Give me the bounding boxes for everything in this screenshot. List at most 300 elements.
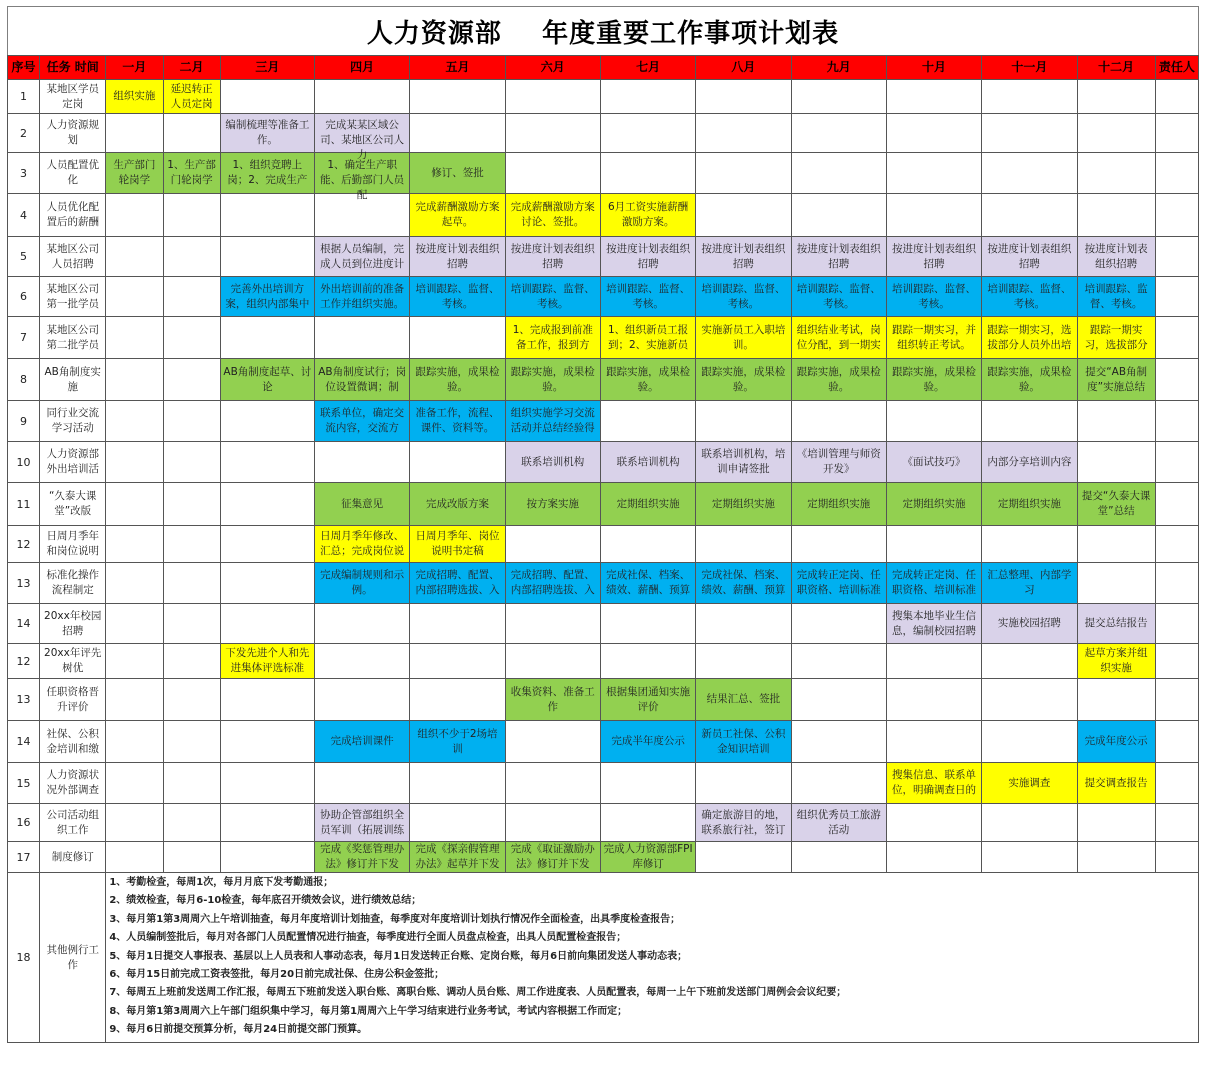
empty-cell[interactable] — [982, 721, 1077, 763]
empty-cell[interactable] — [600, 114, 695, 153]
schedule-cell[interactable] — [410, 237, 505, 277]
row-number[interactable]: 2 — [8, 114, 40, 153]
schedule-cell[interactable] — [886, 317, 981, 359]
schedule-cell[interactable] — [982, 763, 1077, 804]
empty-cell[interactable] — [886, 526, 981, 563]
empty-cell[interactable] — [600, 604, 695, 644]
empty-cell[interactable] — [982, 114, 1077, 153]
empty-cell[interactable] — [791, 604, 886, 644]
schedule-cell[interactable] — [600, 721, 695, 763]
empty-cell[interactable] — [791, 194, 886, 237]
empty-cell[interactable] — [220, 842, 314, 873]
empty-cell[interactable] — [163, 842, 220, 873]
empty-cell[interactable] — [163, 644, 220, 679]
row-number[interactable]: 13 — [8, 679, 40, 721]
schedule-cell[interactable] — [982, 483, 1077, 526]
schedule-cell[interactable] — [1077, 237, 1155, 277]
task-name-cell[interactable] — [40, 763, 106, 804]
empty-cell[interactable] — [982, 526, 1077, 563]
empty-cell[interactable] — [696, 401, 791, 442]
schedule-cell[interactable] — [106, 80, 163, 114]
empty-cell[interactable] — [696, 80, 791, 114]
row-number[interactable]: 5 — [8, 237, 40, 277]
schedule-cell[interactable] — [1077, 359, 1155, 401]
schedule-cell[interactable] — [600, 237, 695, 277]
empty-cell[interactable] — [982, 679, 1077, 721]
schedule-cell[interactable] — [315, 483, 410, 526]
empty-cell[interactable] — [1077, 563, 1155, 604]
schedule-cell[interactable] — [505, 194, 600, 237]
schedule-cell[interactable] — [315, 114, 410, 161]
schedule-cell[interactable] — [315, 237, 410, 277]
schedule-cell[interactable] — [410, 842, 505, 873]
empty-cell[interactable] — [106, 526, 163, 563]
empty-cell[interactable] — [106, 114, 163, 153]
schedule-cell[interactable] — [886, 563, 981, 604]
schedule-cell[interactable] — [600, 359, 695, 401]
empty-cell[interactable] — [982, 842, 1077, 873]
row-number[interactable]: 14 — [8, 721, 40, 763]
empty-cell[interactable] — [106, 804, 163, 842]
empty-cell[interactable] — [220, 526, 314, 563]
schedule-cell[interactable] — [982, 604, 1077, 644]
schedule-cell[interactable] — [1077, 644, 1155, 679]
schedule-cell[interactable] — [220, 359, 314, 401]
empty-cell[interactable] — [220, 804, 314, 842]
schedule-cell[interactable] — [220, 644, 314, 679]
schedule-cell[interactable] — [220, 114, 314, 153]
schedule-cell[interactable] — [982, 359, 1077, 401]
empty-cell[interactable] — [220, 401, 314, 442]
empty-cell[interactable] — [791, 80, 886, 114]
schedule-cell[interactable] — [315, 277, 410, 317]
schedule-cell[interactable] — [696, 804, 791, 842]
empty-cell[interactable] — [106, 763, 163, 804]
responsible-cell[interactable] — [1155, 277, 1198, 317]
empty-cell[interactable] — [106, 237, 163, 277]
empty-cell[interactable] — [220, 442, 314, 483]
schedule-cell[interactable] — [982, 442, 1077, 483]
empty-cell[interactable] — [315, 763, 410, 804]
schedule-cell[interactable] — [982, 317, 1077, 359]
empty-cell[interactable] — [505, 526, 600, 563]
empty-cell[interactable] — [106, 842, 163, 873]
empty-cell[interactable] — [1077, 194, 1155, 237]
empty-cell[interactable] — [220, 563, 314, 604]
task-name-cell[interactable] — [40, 194, 106, 237]
empty-cell[interactable] — [791, 679, 886, 721]
empty-cell[interactable] — [886, 721, 981, 763]
empty-cell[interactable] — [163, 604, 220, 644]
empty-cell[interactable] — [505, 114, 600, 153]
schedule-cell[interactable] — [1077, 763, 1155, 804]
schedule-cell[interactable] — [982, 563, 1077, 604]
empty-cell[interactable] — [163, 804, 220, 842]
schedule-cell[interactable] — [1077, 721, 1155, 763]
empty-cell[interactable] — [886, 842, 981, 873]
responsible-cell[interactable] — [1155, 401, 1198, 442]
schedule-cell[interactable] — [696, 563, 791, 604]
responsible-cell[interactable] — [1155, 194, 1198, 237]
task-name-cell[interactable] — [40, 526, 106, 563]
empty-cell[interactable] — [696, 153, 791, 194]
empty-cell[interactable] — [1077, 401, 1155, 442]
task-name-cell[interactable] — [40, 237, 106, 277]
responsible-cell[interactable] — [1155, 317, 1198, 359]
schedule-cell[interactable] — [696, 359, 791, 401]
responsible-cell[interactable] — [1155, 763, 1198, 804]
row-number[interactable]: 12 — [8, 644, 40, 679]
empty-cell[interactable] — [982, 80, 1077, 114]
empty-cell[interactable] — [163, 194, 220, 237]
task-name-cell[interactable] — [40, 604, 106, 644]
schedule-cell[interactable] — [505, 679, 600, 721]
task-name-cell[interactable] — [40, 359, 106, 401]
empty-cell[interactable] — [600, 526, 695, 563]
empty-cell[interactable] — [220, 604, 314, 644]
row-number[interactable]: 17 — [8, 842, 40, 873]
empty-cell[interactable] — [106, 563, 163, 604]
schedule-cell[interactable] — [791, 563, 886, 604]
schedule-cell[interactable] — [106, 153, 163, 194]
empty-cell[interactable] — [163, 563, 220, 604]
schedule-cell[interactable] — [982, 277, 1077, 317]
schedule-cell[interactable] — [410, 526, 505, 563]
row-number[interactable]: 3 — [8, 153, 40, 194]
empty-cell[interactable] — [106, 277, 163, 317]
responsible-cell[interactable] — [1155, 153, 1198, 194]
task-name-cell[interactable] — [40, 679, 106, 721]
empty-cell[interactable] — [886, 679, 981, 721]
empty-cell[interactable] — [410, 114, 505, 153]
empty-cell[interactable] — [886, 804, 981, 842]
empty-cell[interactable] — [410, 644, 505, 679]
empty-cell[interactable] — [106, 644, 163, 679]
responsible-cell[interactable] — [1155, 483, 1198, 526]
empty-cell[interactable] — [696, 194, 791, 237]
schedule-cell[interactable] — [220, 153, 314, 194]
schedule-cell[interactable] — [1077, 317, 1155, 359]
empty-cell[interactable] — [982, 194, 1077, 237]
schedule-cell[interactable] — [791, 483, 886, 526]
empty-cell[interactable] — [163, 679, 220, 721]
schedule-cell[interactable] — [410, 153, 505, 194]
row-number[interactable]: 18 — [8, 873, 40, 1043]
schedule-cell[interactable] — [315, 804, 410, 842]
schedule-cell[interactable] — [315, 153, 410, 201]
empty-cell[interactable] — [886, 80, 981, 114]
empty-cell[interactable] — [315, 679, 410, 721]
empty-cell[interactable] — [600, 804, 695, 842]
schedule-cell[interactable] — [600, 563, 695, 604]
empty-cell[interactable] — [505, 80, 600, 114]
empty-cell[interactable] — [1077, 526, 1155, 563]
empty-cell[interactable] — [106, 679, 163, 721]
empty-cell[interactable] — [505, 604, 600, 644]
schedule-cell[interactable] — [315, 721, 410, 763]
empty-cell[interactable] — [505, 763, 600, 804]
empty-cell[interactable] — [106, 442, 163, 483]
empty-cell[interactable] — [1077, 804, 1155, 842]
row-number[interactable]: 6 — [8, 277, 40, 317]
empty-cell[interactable] — [982, 644, 1077, 679]
schedule-cell[interactable] — [505, 359, 600, 401]
task-name-cell[interactable] — [40, 721, 106, 763]
schedule-cell[interactable] — [696, 317, 791, 359]
task-name-cell[interactable] — [40, 277, 106, 317]
schedule-cell[interactable] — [600, 842, 695, 873]
responsible-cell[interactable] — [1155, 442, 1198, 483]
schedule-cell[interactable] — [886, 483, 981, 526]
empty-cell[interactable] — [410, 442, 505, 483]
empty-cell[interactable] — [220, 721, 314, 763]
empty-cell[interactable] — [106, 721, 163, 763]
empty-cell[interactable] — [220, 237, 314, 277]
empty-cell[interactable] — [982, 804, 1077, 842]
schedule-cell[interactable] — [791, 804, 886, 842]
schedule-cell[interactable] — [600, 317, 695, 359]
row-number[interactable]: 9 — [8, 401, 40, 442]
empty-cell[interactable] — [163, 401, 220, 442]
empty-cell[interactable] — [106, 483, 163, 526]
responsible-cell[interactable] — [1155, 721, 1198, 763]
schedule-cell[interactable] — [1077, 483, 1155, 526]
responsible-cell[interactable] — [1155, 679, 1198, 721]
empty-cell[interactable] — [886, 194, 981, 237]
empty-cell[interactable] — [163, 277, 220, 317]
responsible-cell[interactable] — [1155, 604, 1198, 644]
empty-cell[interactable] — [106, 401, 163, 442]
empty-cell[interactable] — [163, 237, 220, 277]
empty-cell[interactable] — [106, 359, 163, 401]
schedule-cell[interactable] — [163, 153, 220, 194]
schedule-cell[interactable] — [791, 237, 886, 277]
empty-cell[interactable] — [791, 526, 886, 563]
schedule-cell[interactable] — [505, 563, 600, 604]
empty-cell[interactable] — [315, 317, 410, 359]
row-number[interactable]: 10 — [8, 442, 40, 483]
empty-cell[interactable] — [886, 153, 981, 194]
task-name-cell[interactable] — [40, 842, 106, 873]
empty-cell[interactable] — [791, 644, 886, 679]
schedule-cell[interactable] — [696, 277, 791, 317]
row-number[interactable]: 15 — [8, 763, 40, 804]
schedule-cell[interactable] — [886, 359, 981, 401]
responsible-cell[interactable] — [1155, 359, 1198, 401]
empty-cell[interactable] — [315, 442, 410, 483]
empty-cell[interactable] — [791, 763, 886, 804]
empty-cell[interactable] — [163, 359, 220, 401]
row-number[interactable]: 4 — [8, 194, 40, 237]
empty-cell[interactable] — [106, 317, 163, 359]
row-number[interactable]: 11 — [8, 483, 40, 526]
responsible-cell[interactable] — [1155, 563, 1198, 604]
empty-cell[interactable] — [600, 401, 695, 442]
schedule-cell[interactable] — [600, 277, 695, 317]
empty-cell[interactable] — [163, 526, 220, 563]
task-name-cell[interactable] — [40, 644, 106, 679]
empty-cell[interactable] — [791, 401, 886, 442]
empty-cell[interactable] — [791, 721, 886, 763]
task-name-cell[interactable] — [40, 442, 106, 483]
empty-cell[interactable] — [220, 317, 314, 359]
schedule-cell[interactable] — [220, 277, 314, 317]
row-number[interactable]: 12 — [8, 526, 40, 563]
schedule-cell[interactable] — [886, 237, 981, 277]
schedule-cell[interactable] — [315, 359, 410, 401]
empty-cell[interactable] — [315, 80, 410, 114]
empty-cell[interactable] — [106, 604, 163, 644]
task-name-cell[interactable] — [40, 401, 106, 442]
schedule-cell[interactable] — [1077, 604, 1155, 644]
schedule-cell[interactable] — [410, 401, 505, 442]
empty-cell[interactable] — [410, 317, 505, 359]
schedule-cell[interactable] — [505, 442, 600, 483]
empty-cell[interactable] — [696, 842, 791, 873]
empty-cell[interactable] — [220, 763, 314, 804]
empty-cell[interactable] — [600, 80, 695, 114]
empty-cell[interactable] — [1077, 679, 1155, 721]
empty-cell[interactable] — [315, 644, 410, 679]
empty-cell[interactable] — [696, 604, 791, 644]
schedule-cell[interactable] — [505, 317, 600, 359]
empty-cell[interactable] — [1077, 442, 1155, 483]
empty-cell[interactable] — [791, 842, 886, 873]
empty-cell[interactable] — [600, 644, 695, 679]
schedule-cell[interactable] — [505, 237, 600, 277]
empty-cell[interactable] — [220, 679, 314, 721]
empty-cell[interactable] — [410, 804, 505, 842]
schedule-cell[interactable] — [600, 483, 695, 526]
empty-cell[interactable] — [886, 401, 981, 442]
schedule-cell[interactable] — [315, 563, 410, 604]
empty-cell[interactable] — [1077, 153, 1155, 194]
schedule-cell[interactable] — [886, 604, 981, 644]
row-number[interactable]: 1 — [8, 80, 40, 114]
schedule-cell[interactable] — [791, 442, 886, 483]
empty-cell[interactable] — [220, 194, 314, 237]
schedule-cell[interactable] — [791, 277, 886, 317]
schedule-cell[interactable] — [791, 317, 886, 359]
empty-cell[interactable] — [1077, 80, 1155, 114]
task-name-cell[interactable] — [40, 563, 106, 604]
task-name-cell[interactable] — [40, 483, 106, 526]
empty-cell[interactable] — [410, 763, 505, 804]
responsible-cell[interactable] — [1155, 237, 1198, 277]
schedule-cell[interactable] — [410, 277, 505, 317]
schedule-cell[interactable] — [163, 80, 220, 114]
row-number[interactable]: 16 — [8, 804, 40, 842]
row-number[interactable]: 7 — [8, 317, 40, 359]
empty-cell[interactable] — [886, 114, 981, 153]
task-name-cell[interactable] — [40, 804, 106, 842]
empty-cell[interactable] — [1077, 842, 1155, 873]
empty-cell[interactable] — [696, 763, 791, 804]
schedule-cell[interactable] — [410, 194, 505, 237]
empty-cell[interactable] — [163, 114, 220, 153]
empty-cell[interactable] — [505, 721, 600, 763]
schedule-cell[interactable] — [505, 842, 600, 873]
schedule-cell[interactable] — [696, 237, 791, 277]
empty-cell[interactable] — [505, 644, 600, 679]
responsible-cell[interactable] — [1155, 644, 1198, 679]
schedule-cell[interactable] — [315, 401, 410, 442]
schedule-cell[interactable] — [1077, 277, 1155, 317]
schedule-cell[interactable] — [315, 842, 410, 873]
task-name-cell[interactable] — [40, 153, 106, 194]
task-name-cell[interactable] — [40, 114, 106, 153]
schedule-cell[interactable] — [696, 483, 791, 526]
schedule-cell[interactable] — [600, 194, 695, 237]
task-name-cell[interactable] — [40, 80, 106, 114]
schedule-cell[interactable] — [982, 237, 1077, 277]
empty-cell[interactable] — [886, 644, 981, 679]
schedule-cell[interactable] — [410, 483, 505, 526]
empty-cell[interactable] — [106, 194, 163, 237]
task-name-cell[interactable] — [40, 317, 106, 359]
schedule-cell[interactable] — [696, 679, 791, 721]
schedule-cell[interactable] — [410, 721, 505, 763]
empty-cell[interactable] — [600, 763, 695, 804]
responsible-cell[interactable] — [1155, 842, 1198, 873]
schedule-cell[interactable] — [505, 401, 600, 442]
empty-cell[interactable] — [600, 153, 695, 194]
empty-cell[interactable] — [505, 804, 600, 842]
responsible-cell[interactable] — [1155, 114, 1198, 153]
empty-cell[interactable] — [696, 526, 791, 563]
empty-cell[interactable] — [220, 483, 314, 526]
empty-cell[interactable] — [163, 721, 220, 763]
empty-cell[interactable] — [505, 153, 600, 194]
empty-cell[interactable] — [163, 442, 220, 483]
empty-cell[interactable] — [315, 604, 410, 644]
empty-cell[interactable] — [791, 153, 886, 194]
empty-cell[interactable] — [410, 604, 505, 644]
schedule-cell[interactable] — [410, 563, 505, 604]
empty-cell[interactable] — [163, 763, 220, 804]
empty-cell[interactable] — [220, 80, 314, 114]
schedule-cell[interactable] — [600, 679, 695, 721]
schedule-cell[interactable] — [696, 721, 791, 763]
responsible-cell[interactable] — [1155, 80, 1198, 114]
row-number[interactable]: 8 — [8, 359, 40, 401]
schedule-cell[interactable] — [315, 526, 410, 563]
schedule-cell[interactable] — [600, 442, 695, 483]
empty-cell[interactable] — [163, 317, 220, 359]
task-name[interactable]: 其他例行工作 — [40, 873, 106, 1043]
empty-cell[interactable] — [696, 114, 791, 153]
row-number[interactable]: 14 — [8, 604, 40, 644]
empty-cell[interactable] — [791, 114, 886, 153]
schedule-cell[interactable] — [791, 359, 886, 401]
responsible-cell[interactable] — [1155, 804, 1198, 842]
routine-work-notes[interactable] — [106, 873, 1199, 1043]
schedule-cell[interactable] — [886, 763, 981, 804]
empty-cell[interactable] — [163, 483, 220, 526]
empty-cell[interactable] — [410, 679, 505, 721]
empty-cell[interactable] — [696, 644, 791, 679]
schedule-cell[interactable] — [886, 442, 981, 483]
schedule-cell[interactable] — [410, 359, 505, 401]
empty-cell[interactable] — [1077, 114, 1155, 153]
schedule-cell[interactable] — [696, 442, 791, 483]
empty-cell[interactable] — [982, 401, 1077, 442]
row-number[interactable]: 13 — [8, 563, 40, 604]
schedule-cell[interactable] — [505, 277, 600, 317]
responsible-cell[interactable] — [1155, 526, 1198, 563]
empty-cell[interactable] — [982, 153, 1077, 194]
empty-cell[interactable] — [410, 80, 505, 114]
